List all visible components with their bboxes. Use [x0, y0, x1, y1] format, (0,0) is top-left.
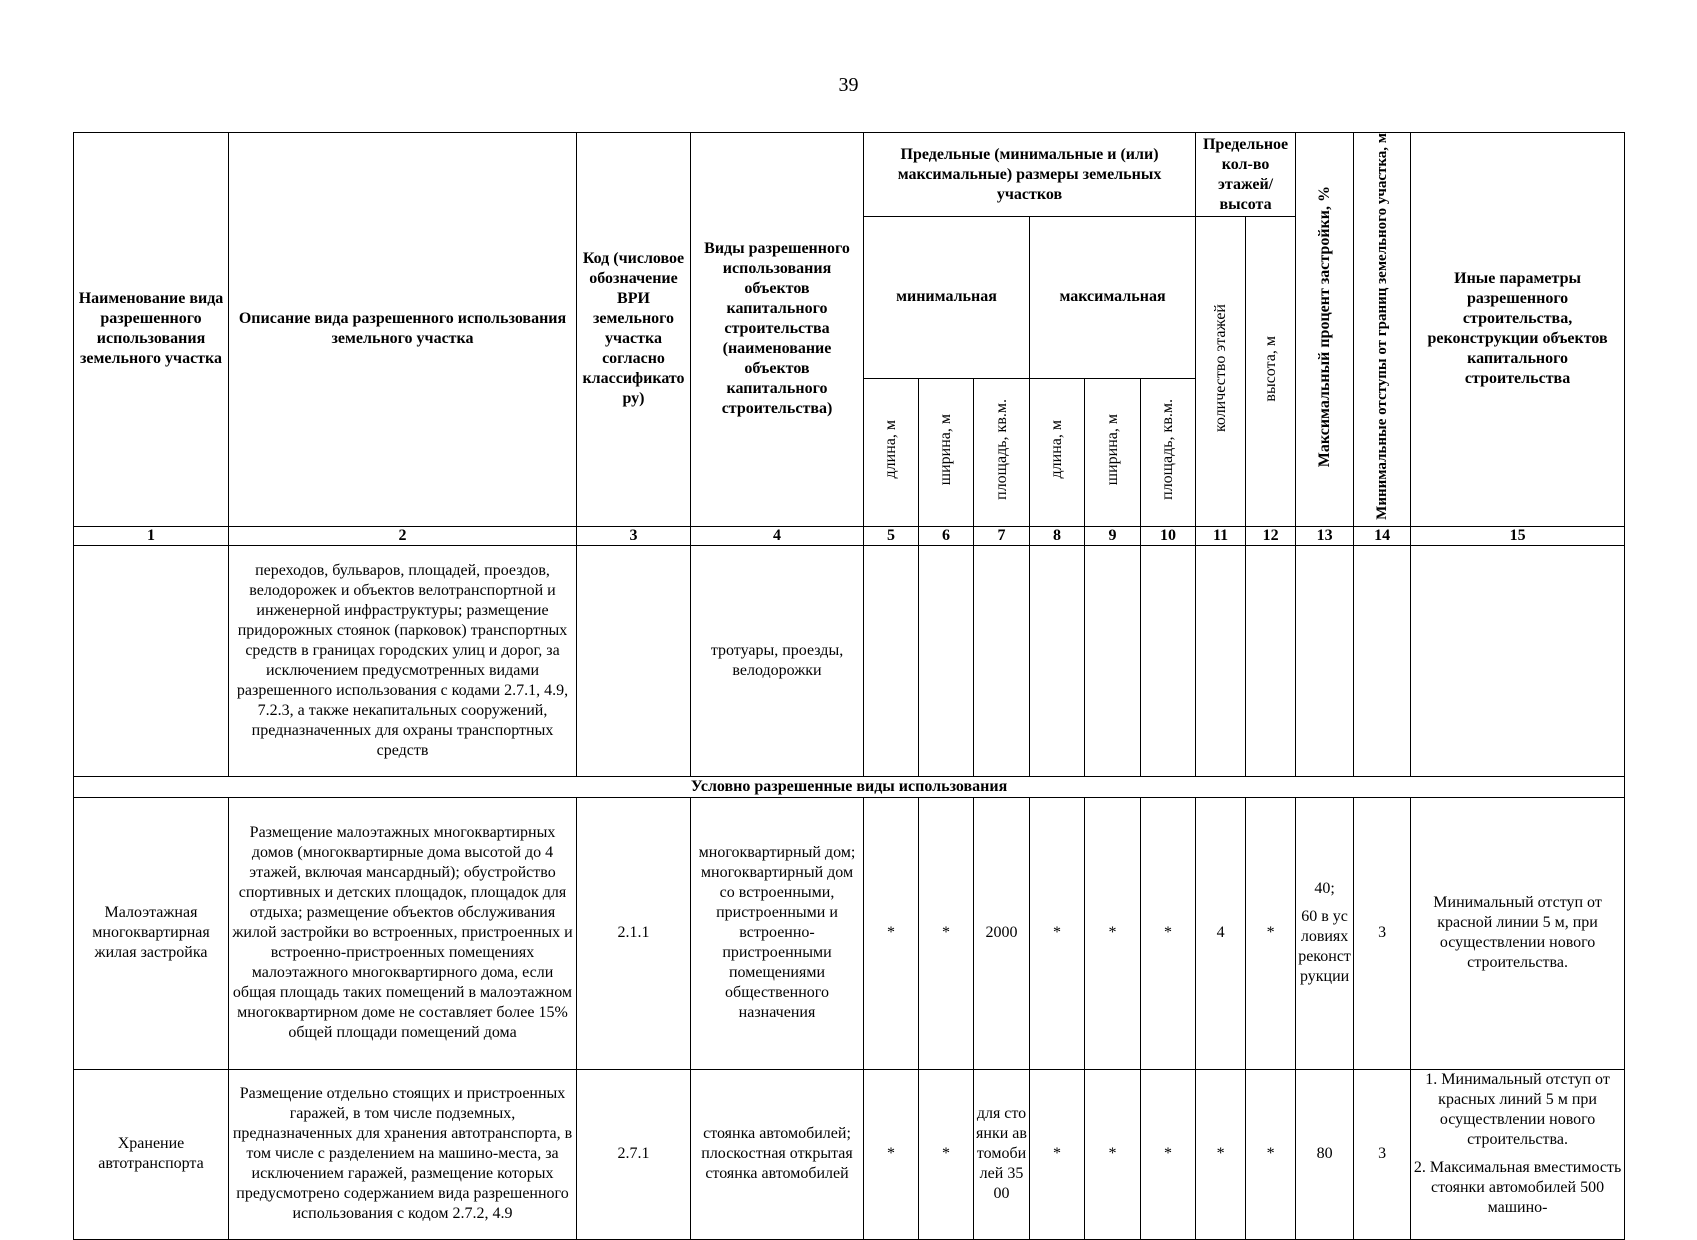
parking-min-area: для стоянки автомобилей 3500	[974, 1069, 1030, 1239]
parking-other-1: 1. Минимальный отступ от красных линий 5 м при осуществлении нового строительства.	[1425, 1070, 1610, 1148]
column-number: 11	[1196, 526, 1246, 545]
header-max-length	[1030, 378, 1085, 526]
lowrise-name: Малоэтажная многоквартирная жилая застройка	[74, 797, 229, 1069]
cell-empty	[74, 545, 229, 776]
lowrise-height: *	[1246, 797, 1296, 1069]
lowrise-min-area: 2000	[974, 797, 1030, 1069]
parking-other	[1411, 1069, 1625, 1239]
parking-setback: 3	[1354, 1069, 1411, 1239]
lowrise-code: 2.1.1	[577, 797, 691, 1069]
cell-empty	[1196, 545, 1246, 776]
header-min-width	[919, 378, 974, 526]
header-size-limits: Предельные (минимальные и (или) максимальные) размеры земельных участков	[864, 133, 1196, 217]
column-number-row	[74, 526, 1625, 545]
header-min-area-text: площадь, кв.м.	[992, 398, 1010, 500]
column-number: 7	[974, 526, 1030, 545]
lowrise-other: Минимальный отступ от красной линии 5 м, при осуществлении нового строительства.	[1411, 797, 1625, 1069]
cell-empty	[1411, 545, 1625, 776]
header-min-area	[974, 378, 1030, 526]
header-height	[1246, 217, 1296, 527]
column-number: 5	[864, 526, 919, 545]
lowrise-description: Размещение малоэтажных многоквартирных домов (многоквартирные дома высотой до 4 этажей, включая мансардный); обустройство спортивных и детских площадок, площадок для отдыха; размещение объектов обслуживания жилой застройки во встроенных, пристроенных и встроенно-пристроенных помещениях малоэтажного многоквартирного дома, если общая площадь таких помещений в малоэтажном многоквартирном доме не составляет более 15% общей площади помещений дома	[229, 797, 577, 1069]
cell-empty	[1354, 545, 1411, 776]
cell-empty	[577, 545, 691, 776]
column-number: 10	[1141, 526, 1196, 545]
column-number: 6	[919, 526, 974, 545]
lowrise-max-area: *	[1141, 797, 1196, 1069]
parking-height: *	[1246, 1069, 1296, 1239]
lowrise-setback: 3	[1354, 797, 1411, 1069]
parking-name: Хранение автотранспорта	[74, 1069, 229, 1239]
parking-floors: *	[1196, 1069, 1246, 1239]
column-number: 2	[229, 526, 577, 545]
header-min-length-text: длина, м	[882, 420, 899, 479]
header-floors-height: Предельное кол-во этажей/ высота	[1196, 133, 1296, 217]
header-description: Описание вида разрешенного использования земельного участка	[229, 133, 577, 527]
continued-description: переходов, бульваров, площадей, проездов, велодорожек и объектов велотранспортной и инженерной инфраструктуры; размещение придорожных стоянок (парковок) транспортных средств в границах городских улиц и дорог, за исключением предусмотренных видами разрешенного использования с кодами 2.7.1, 4.9, 7.2.3, а также некапитальных сооружений, предназначенных для охраны транспортных средств	[229, 545, 577, 776]
table-row-continued	[74, 545, 1625, 776]
header-max-area-text: площадь, кв.м.	[1159, 398, 1177, 500]
continued-objects: тротуары, проезды, велодорожки	[691, 545, 864, 776]
header-floors-count-text: количество этажей	[1211, 304, 1229, 433]
header-name: Наименование вида разрешенного использования земельного участка	[74, 133, 229, 527]
lowrise-min-length: *	[864, 797, 919, 1069]
parking-description: Размещение отдельно стоящих и пристроенных гаражей, в том числе подземных, предназначенных для хранения автотранспорта, в том числе с разделением на машино-места, за исключением гаражей, размещение которых предусмотрено содержанием вида разрешенного использования с кодом 2.7.2, 4.9	[229, 1069, 577, 1239]
header-floors-count	[1196, 217, 1246, 527]
column-number: 12	[1246, 526, 1296, 545]
column-number: 1	[74, 526, 229, 545]
header-max-width-text: ширина, м	[1103, 413, 1121, 485]
section-title: Условно разрешенные виды использования	[74, 776, 1625, 797]
header-maximum: максимальная	[1030, 217, 1196, 379]
header-height-text: высота, м	[1261, 335, 1279, 402]
parking-other-2: 2. Максимальная вместимость стоянки автомобилей 500 машино-	[1413, 1158, 1622, 1216]
page-number: 39	[838, 74, 859, 96]
column-number: 15	[1411, 526, 1625, 545]
header-coverage-text: Максимальный процент застройки, %	[1315, 185, 1333, 468]
cell-empty	[1296, 545, 1354, 776]
spacer	[1298, 899, 1351, 907]
column-number: 13	[1296, 526, 1354, 545]
header-other-params: Иные параметры разрешенного строительства, реконструкции объектов капитального строительства	[1411, 133, 1625, 527]
lowrise-max-length: *	[1030, 797, 1085, 1069]
lowrise-coverage-a: 40;	[1314, 880, 1335, 898]
header-objects: Виды разрешенного использования объектов капитального строительства (наименование объектов капитального строительства)	[691, 133, 864, 527]
cell-empty	[1030, 545, 1085, 776]
parking-objects: стоянка автомобилей; плоскостная открытая стоянка автомобилей	[691, 1069, 864, 1239]
lowrise-min-width: *	[919, 797, 974, 1069]
parking-code: 2.7.1	[577, 1069, 691, 1239]
header-min-width-text: ширина, м	[937, 413, 954, 485]
header-setback-text: Минимальные отступы от границ земельного участка, м	[1374, 133, 1391, 520]
column-number: 8	[1030, 526, 1085, 545]
column-number: 3	[577, 526, 691, 545]
cell-empty	[974, 545, 1030, 776]
table-row-lowrise	[74, 797, 1625, 1069]
cell-empty	[1085, 545, 1141, 776]
cell-empty	[864, 545, 919, 776]
lowrise-floors: 4	[1196, 797, 1246, 1069]
cell-empty	[1246, 545, 1296, 776]
cell-empty	[1141, 545, 1196, 776]
table-row-parking	[74, 1069, 1625, 1239]
parking-max-width: *	[1085, 1069, 1141, 1239]
column-number: 9	[1085, 526, 1141, 545]
header-setback	[1354, 133, 1411, 527]
parking-max-length: *	[1030, 1069, 1085, 1239]
header-max-area	[1141, 378, 1196, 526]
header-max-length-text: длина, м	[1048, 420, 1065, 479]
land-use-table	[73, 132, 1625, 1240]
parking-min-length: *	[864, 1069, 919, 1239]
header-minimum: минимальная	[864, 217, 1030, 379]
parking-coverage: 80	[1296, 1069, 1354, 1239]
header-code: Код (числовое обозначение ВРИ земельного участка согласно классификатору)	[577, 133, 691, 527]
section-row	[74, 776, 1625, 797]
cell-empty	[919, 545, 974, 776]
header-max-width	[1085, 378, 1141, 526]
lowrise-coverage-b: 60 в условиях реконструкции	[1298, 908, 1351, 986]
column-number: 4	[691, 526, 864, 545]
header-coverage	[1296, 133, 1354, 527]
lowrise-max-width: *	[1085, 797, 1141, 1069]
column-number: 14	[1354, 526, 1411, 545]
parking-max-area: *	[1141, 1069, 1196, 1239]
parking-min-width: *	[919, 1069, 974, 1239]
lowrise-coverage	[1296, 797, 1354, 1069]
header-min-length	[864, 378, 919, 526]
spacer	[1413, 1150, 1622, 1158]
lowrise-objects: многоквартирный дом; многоквартирный дом со встроенными, пристроенными и встроенно-пристроенными помещениями общественного назначения	[691, 797, 864, 1069]
